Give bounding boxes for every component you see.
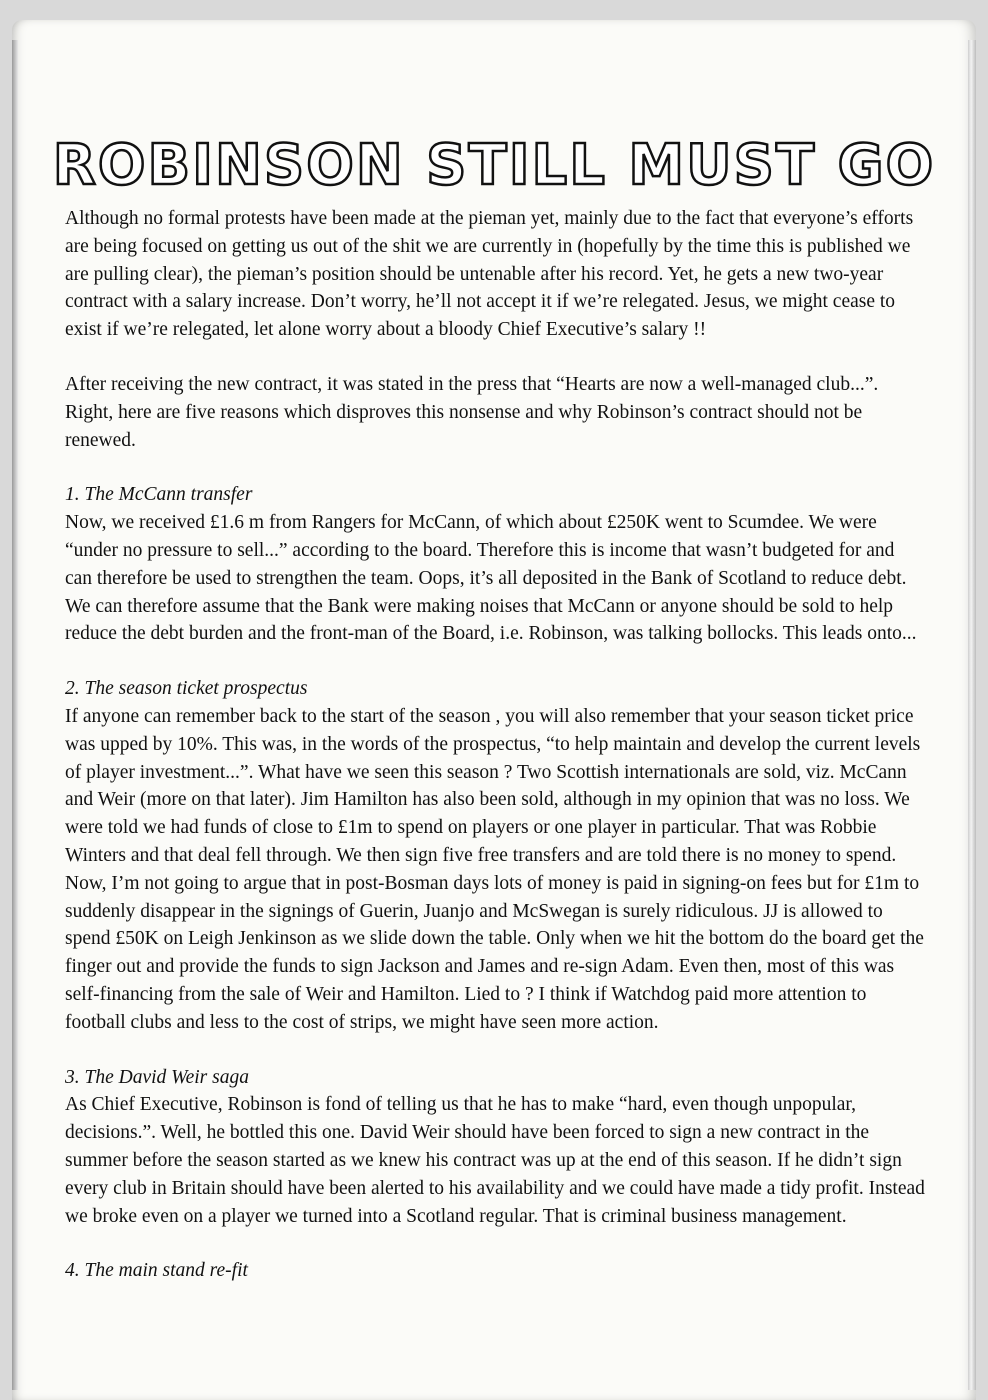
context-paragraph: After receiving the new contract, it was stated in the press that “Hearts are now a well-managed club...”. Right, here are five reasons which disproves this nonsense and why Robinson’s contract should not be renewed.	[65, 373, 879, 451]
section-heading-4: 4. The main stand re-fit	[65, 1260, 248, 1282]
section-heading-2: 2. The season ticket prospectus	[65, 678, 308, 700]
article-body	[65, 205, 925, 1285]
section-body-1: Now, we received £1.6 m from Rangers for McCann, of which about £250K went to Scumdee. We were “under no pressure to sell...” according to the board. Therefore this is income that wasn’t budgeted for and can therefore be used to strengthen the team. Oops, it’s all deposited in the Bank of Scotland to reduce debt. We can therefore assume that the Bank were making noises that McCann or anyone should be sold to help reduce the debt burden and the front-man of the Board, i.e. Robinson, was talking bollocks. This leads onto...	[65, 512, 917, 645]
article-title: ROBINSON STILL MUST GO	[52, 133, 936, 198]
intro-paragraph: Although no formal protests have been made at the pieman yet, mainly due to the fact that everyone’s efforts are being focused on getting us out of the shit we are currently in (hopefully by the time this is published we are pulling clear), the pieman’s position should be untenable after his record. Yet, he gets a new two-year contract with a salary increase. Don’t worry, he’ll not accept it if we’re relegated. Jesus, we might cease to exist if we’re relegated, let alone worry about a bloody Chief Executive’s salary !!	[65, 208, 914, 341]
section-heading-1: 1. The McCann transfer	[65, 484, 253, 506]
page-edge	[968, 40, 976, 1390]
page-binding-shadow	[12, 40, 18, 1390]
section-body-2: If anyone can remember back to the start of the season , you will also remember that your season ticket price was upped by 10%. This was, in the words of the prospectus, “to help maintain and develop the current levels of player investment...”. What have we seen this season ? Two Scottish internationals are sold, viz. McCann and Weir (more on that later). Jim Hamilton has also been sold, although in my opinion that was no loss. We were told we had funds of close to £1m to spend on players or one player in particular. That was Robbie Winters and that deal fell through. We then sign five free transfers and are told there is no money to spend. Now, I’m not going to argue that in post-Bosman days lots of money is paid in signing-on fees but for £1m to suddenly disappear in the signings of Guerin, Juanjo and McSwegan is surely ridiculous. JJ is allowed to spend £50K on Leigh Jenkinson as we slide down the table. Only when we hit the bottom do the board get the finger out and provide the funds to sign Jackson and James and re-sign Adam. Even then, most of this was self-financing from the sale of Weir and Hamilton. Lied to ? I think if Watchdog paid more attention to football clubs and less to the cost of strips, we might have seen more action.	[65, 705, 924, 1033]
section-body-3: As Chief Executive, Robinson is fond of telling us that he has to make “hard, even though unpopular, decisions.”. Well, he bottled this one. David Weir should have been forced to sign a new contract in the summer before the season started as we knew his contract was up at the end of this season. If he didn’t sign every club in Britain should have been alerted to his availability and we could have made a tidy profit. Instead we broke even on a player we turned into a Scotland regular. That is criminal business management.	[65, 1094, 925, 1227]
section-heading-3: 3. The David Weir saga	[65, 1066, 249, 1088]
